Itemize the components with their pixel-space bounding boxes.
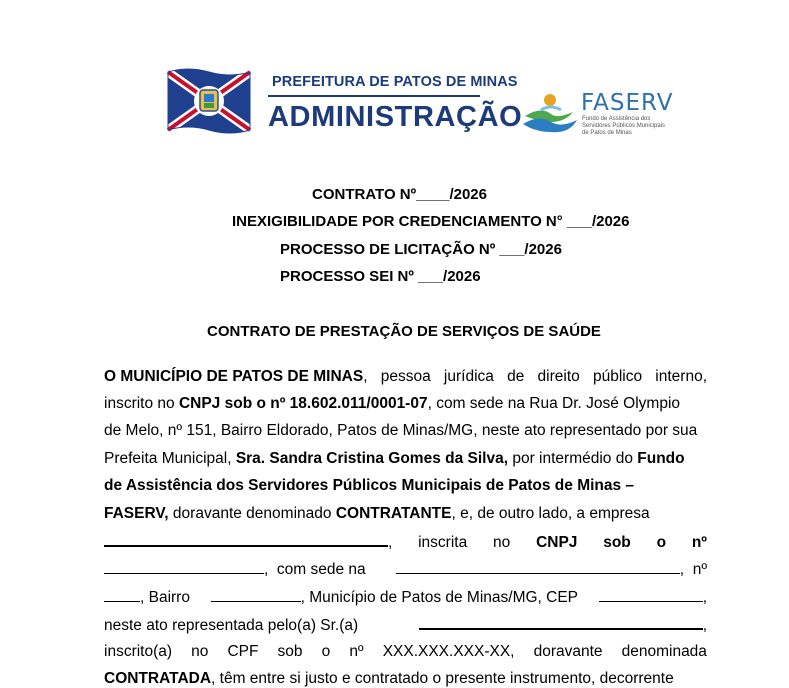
- text-run: direito: [537, 368, 580, 385]
- text-run: Fundo: [637, 450, 685, 467]
- bairro-blank[interactable]: [211, 588, 301, 602]
- body-line-11: [104, 643, 707, 661]
- faserv-subtitle-line-1: Fundo de Assistência dos: [582, 116, 651, 122]
- text-run: , nº: [679, 561, 707, 578]
- text-run: público: [592, 368, 643, 385]
- text-run: XXX.XXX.XXX-XX,: [382, 643, 515, 660]
- text-run: ,: [363, 368, 368, 385]
- contract-title: CONTRATO DE PRESTAÇÃO DE SERVIÇOS DE SAÚDE: [207, 323, 601, 340]
- body-line-4: [104, 450, 707, 468]
- text-run: inscrito no: [104, 395, 179, 412]
- text-run: de Melo, nº 151, Bairro Eldorado, Patos de Minas/MG, neste ato representado por sua: [104, 422, 698, 439]
- heading-contrato-number: CONTRATO Nº____/2026: [312, 186, 487, 203]
- text-run: sob: [603, 534, 631, 551]
- number-blank[interactable]: [104, 588, 140, 602]
- text-run: nº: [691, 534, 707, 551]
- text-run: CPF: [227, 643, 259, 660]
- text-run: , têm entre si justo e contratado o presente instrumento, decorrente: [211, 670, 674, 687]
- cnpj-blank[interactable]: [104, 560, 264, 574]
- body-line-6: [104, 505, 707, 523]
- text-run: , com sede na Rua Dr. José Olympio: [427, 395, 681, 412]
- municipio-name: O MUNICÍPIO DE PATOS DE MINAS: [104, 368, 364, 385]
- text-run: Prefeita Municipal,: [104, 450, 236, 467]
- text-run: doravante denominado: [168, 505, 336, 522]
- body-line-12: [104, 670, 707, 688]
- text-run: pessoa: [380, 368, 431, 385]
- text-run: , Município de Patos de Minas/MG, CEP: [300, 589, 579, 606]
- body-line-8: [104, 560, 707, 579]
- text-run: ,: [388, 534, 393, 551]
- faserv-subtitle-line-3: de Patos de Minas: [582, 130, 632, 136]
- text-run: de: [507, 368, 525, 385]
- body-line-5: [104, 477, 707, 495]
- text-run: no: [493, 534, 511, 551]
- text-run: ,: [702, 617, 707, 634]
- contratante-label: CONTRATANTE: [335, 505, 452, 522]
- text-run: , e, de outro lado, a empresa: [451, 505, 650, 522]
- address-blank[interactable]: [396, 560, 680, 574]
- text-run: ,: [702, 589, 707, 606]
- body-line-7: [104, 532, 707, 552]
- header-divider: [268, 95, 480, 97]
- body-line-9: [104, 588, 707, 607]
- heading-processo-sei: PROCESSO SEI Nº ___/2026: [280, 268, 481, 285]
- body-line-1: [104, 368, 707, 386]
- body-line-2: [104, 395, 707, 413]
- heading-processo-licitacao: PROCESSO DE LICITAÇÃO Nº ___/2026: [280, 241, 562, 258]
- text-run: doravante: [533, 643, 603, 660]
- faserv-wordmark: FASERV: [581, 90, 674, 116]
- text-run: no: [191, 643, 209, 660]
- faserv-subtitle-line-2: Servidores Públicos Municipais: [582, 123, 666, 129]
- heading-inexigibilidade: INEXIGIBILIDADE POR CREDENCIAMENTO N° ___/2026: [232, 213, 630, 230]
- faserv-acronym: FASERV,: [104, 505, 169, 522]
- fund-name: de Assistência dos Servidores Públicos Municipais de Patos de Minas –: [104, 477, 635, 494]
- prefeitura-label: PREFEITURA DE PATOS DE MINAS: [272, 74, 518, 90]
- faserv-logo-icon: [521, 92, 579, 136]
- administracao-label: ADMINISTRAÇÃO: [268, 101, 523, 133]
- body-line-3: [104, 422, 707, 440]
- text-run: inscrito(a): [104, 643, 173, 660]
- company-name-blank[interactable]: [104, 532, 388, 547]
- text-run: interno,: [655, 368, 707, 385]
- text-run: nº: [349, 643, 364, 660]
- prefeita-name: Sra. Sandra Cristina Gomes da Silva,: [235, 450, 509, 467]
- cep-blank[interactable]: [599, 588, 703, 602]
- faserv-subtitle: [582, 116, 692, 137]
- contratada-label: CONTRATADA: [104, 670, 212, 687]
- text-run: jurídica: [443, 368, 494, 385]
- text-run: neste ato representada pelo(a) Sr.(a): [104, 617, 359, 634]
- text-run: o: [321, 643, 331, 660]
- body-line-10: [104, 615, 707, 635]
- cnpj-municipio: CNPJ sob o nº 18.602.011/0001-07: [178, 395, 428, 412]
- text-run: por intermédio do: [508, 450, 638, 467]
- text-run: CNPJ: [536, 534, 578, 551]
- text-run: , com sede na: [264, 561, 366, 578]
- text-run: inscrita: [418, 534, 468, 551]
- text-run: sob: [277, 643, 303, 660]
- municipal-flag-logo: [166, 66, 252, 138]
- text-run: o: [656, 534, 667, 551]
- representative-blank[interactable]: [419, 615, 703, 630]
- text-run: , Bairro: [140, 589, 190, 606]
- text-run: denominada: [621, 643, 707, 660]
